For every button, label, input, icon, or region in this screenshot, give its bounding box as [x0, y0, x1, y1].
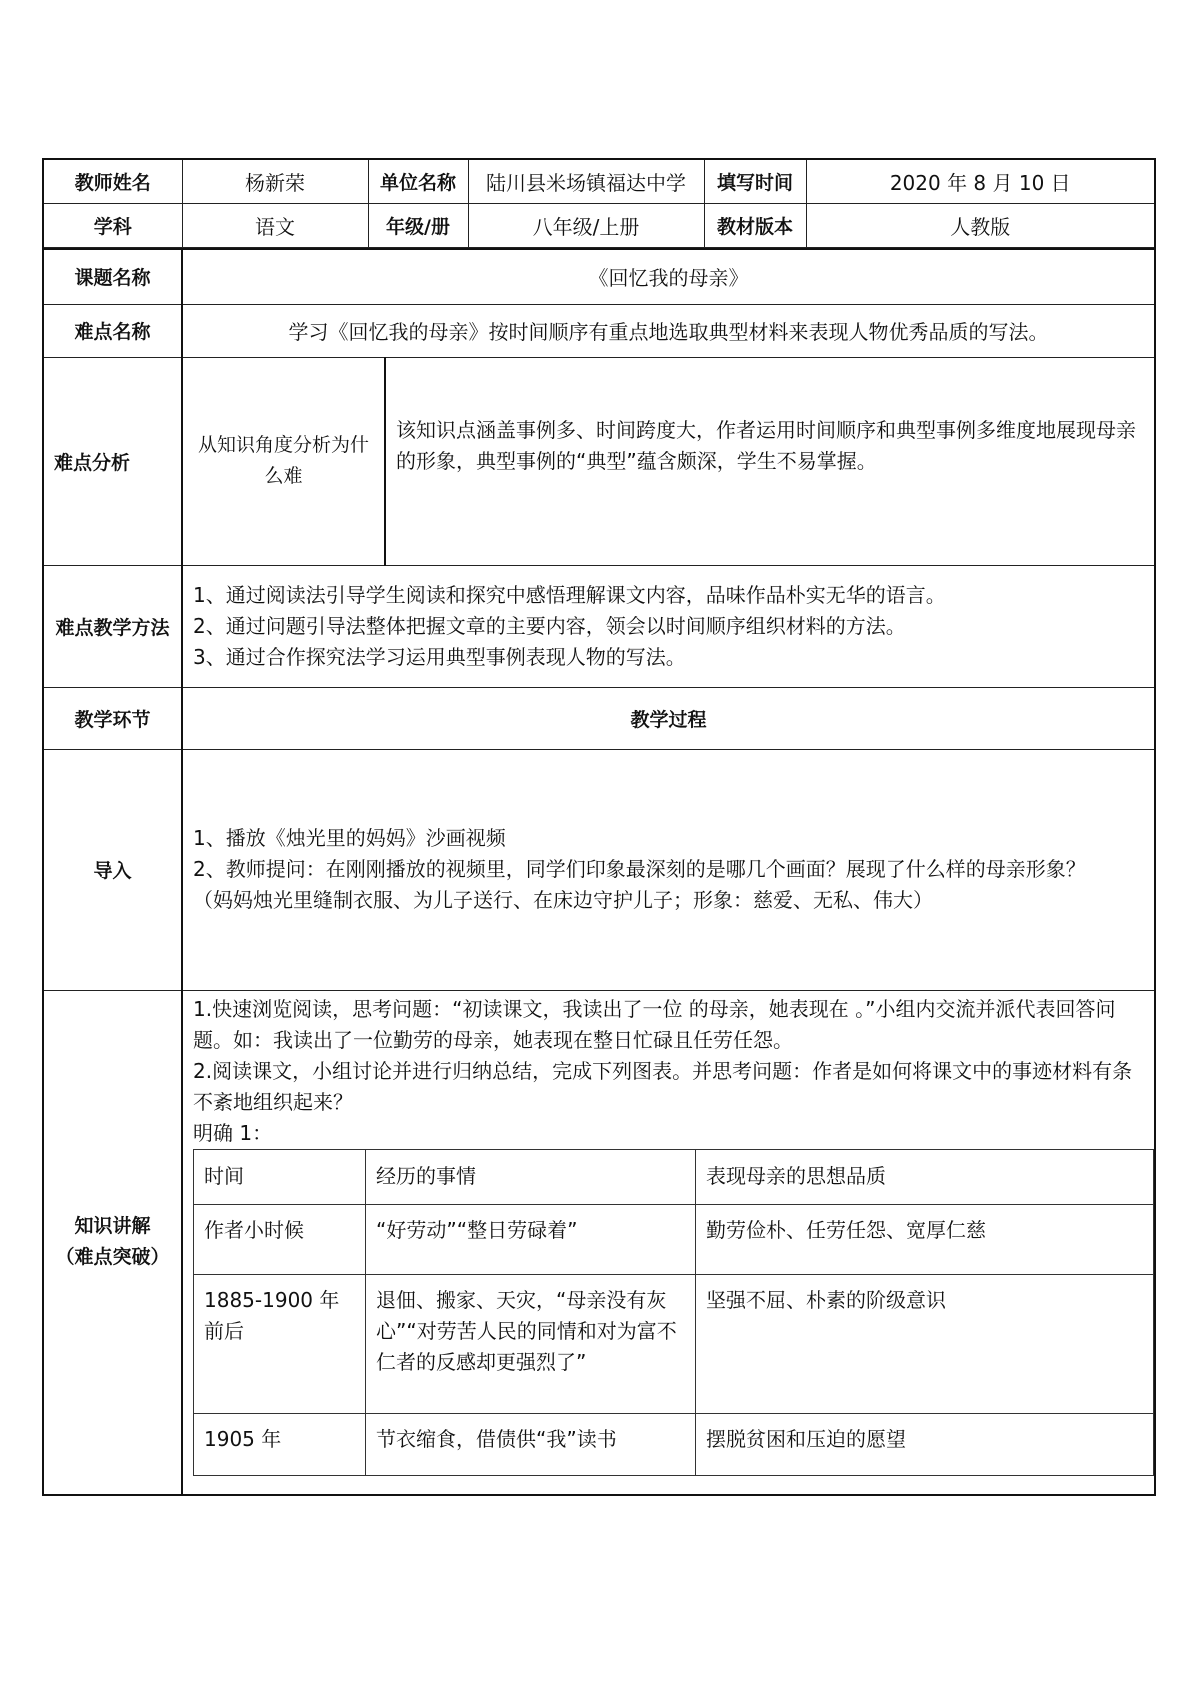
intro-label: 导入: [43, 749, 182, 990]
summary-table-wrap: [183, 1149, 1154, 1476]
knowledge-para-3: 明确 1：: [193, 1120, 273, 1145]
analysis-text: 该知识点涵盖事例多、时间跨度大，作者运用时间顺序和典型事例多维度地展现母亲的形象，典型事例的“典型”蕴含颇深，学生不易掌握。: [385, 357, 1155, 565]
summary-table-header: [194, 1149, 1154, 1204]
topic-value: 《回忆我的母亲》: [182, 249, 1155, 304]
unit-value: 陆川县米场镇福达中学: [468, 159, 704, 204]
table-row: [194, 1274, 1154, 1413]
knowledge-para-2: 2.阅读课文，小组讨论并进行归纳总结，完成下列图表。并思考问题：作者是如何将课文中的事迹材料有条不紊地组织起来？: [193, 1058, 1133, 1114]
teacher-value: 杨新荣: [182, 159, 368, 204]
table-row: [194, 1413, 1154, 1475]
teacher-label: 教师姓名: [43, 159, 182, 204]
difficulty-row: [43, 304, 1155, 357]
topic-row: [43, 249, 1155, 304]
edition-value: 人教版: [806, 204, 1155, 248]
methods-content: [182, 565, 1155, 687]
header-table: [42, 158, 1156, 248]
cell-time: 1885-1900 年前后: [194, 1274, 366, 1413]
cell-time: 1905 年: [194, 1413, 366, 1475]
edition-label: 教材版本: [704, 204, 806, 248]
analysis-row: [43, 357, 1155, 565]
knowledge-label-sub: （难点突破）: [55, 1246, 170, 1269]
process-row: [43, 687, 1155, 749]
date-value: 2020 年 8 月 10 日: [806, 159, 1155, 204]
subject-label: 学科: [43, 204, 182, 248]
knowledge-row: [43, 990, 1155, 1495]
analysis-label: 难点分析: [43, 357, 182, 565]
col-header-time: 时间: [194, 1149, 366, 1204]
intro-line: 2、教师提问：在刚刚播放的视频里，同学们印象最深刻的是哪几个画面？展现了什么样的母亲形象？: [193, 857, 1086, 881]
method-line: 2、通过问题引导法整体把握文章的主要内容，领会以时间顺序组织材料的方法。: [193, 613, 906, 638]
header-row-2: [43, 204, 1155, 248]
knowledge-label: [43, 990, 182, 1495]
table-row: [194, 1204, 1154, 1274]
grade-label: 年级/册: [368, 204, 468, 248]
knowledge-content: [182, 990, 1155, 1495]
cell-qualities: 摆脱贫困和压迫的愿望: [696, 1413, 1154, 1475]
subject-value: 语文: [182, 204, 368, 248]
process-label: 教学环节: [43, 687, 182, 749]
method-line: 1、通过阅读法引导学生阅读和探究中感悟理解课文内容，品味作品朴实无华的语言。: [193, 582, 946, 607]
unit-label: 单位名称: [368, 159, 468, 204]
header-row-1: [43, 159, 1155, 204]
method-line: 3、通过合作探究法学习运用典型事例表现人物的写法。: [193, 644, 686, 669]
cell-events: “好劳动”“整日劳碌着”: [366, 1204, 696, 1274]
process-value: 教学过程: [182, 687, 1155, 749]
analysis-sub-label: 从知识角度分析为什么难: [182, 357, 385, 565]
grade-value: 八年级/上册: [468, 204, 704, 248]
cell-qualities: 勤劳俭朴、任劳任怨、宽厚仁慈: [696, 1204, 1154, 1274]
lesson-plan-page: [42, 158, 1154, 1496]
cell-events: 退佃、搬家、天灾，“母亲没有灰心”“对劳苦人民的同情和对为富不仁者的反感却更强烈了”: [366, 1274, 696, 1413]
topic-label: 课题名称: [43, 249, 182, 304]
intro-line: （妈妈烛光里缝制衣服、为儿子送行、在床边守护儿子；形象：慈爱、无私、伟大）: [193, 888, 933, 912]
difficulty-value: 学习《回忆我的母亲》按时间顺序有重点地选取典型材料来表现人物优秀品质的写法。: [182, 304, 1155, 357]
date-label: 填写时间: [704, 159, 806, 204]
cell-events: 节衣缩食，借债供“我”读书: [366, 1413, 696, 1475]
knowledge-para-1: 1.快速浏览阅读，思考问题：“初读课文，我读出了一位 的母亲，她表现在 。”小组内交流并派代表回答问题。如：我读出了一位勤劳的母亲，她表现在整日忙碌且任劳任怨。: [193, 996, 1116, 1052]
methods-row: [43, 565, 1155, 687]
summary-table: [193, 1149, 1154, 1476]
cell-qualities: 坚强不屈、朴素的阶级意识: [696, 1274, 1154, 1413]
intro-row: [43, 749, 1155, 990]
cell-time: 作者小时候: [194, 1204, 366, 1274]
body-table: [42, 248, 1156, 1496]
knowledge-label-main: 知识讲解: [74, 1215, 151, 1238]
intro-line: 1、播放《烛光里的妈妈》沙画视频: [193, 826, 506, 850]
col-header-qualities: 表现母亲的思想品质: [696, 1149, 1154, 1204]
difficulty-label: 难点名称: [43, 304, 182, 357]
methods-label: 难点教学方法: [43, 565, 182, 687]
col-header-events: 经历的事情: [366, 1149, 696, 1204]
intro-content: [182, 749, 1155, 990]
